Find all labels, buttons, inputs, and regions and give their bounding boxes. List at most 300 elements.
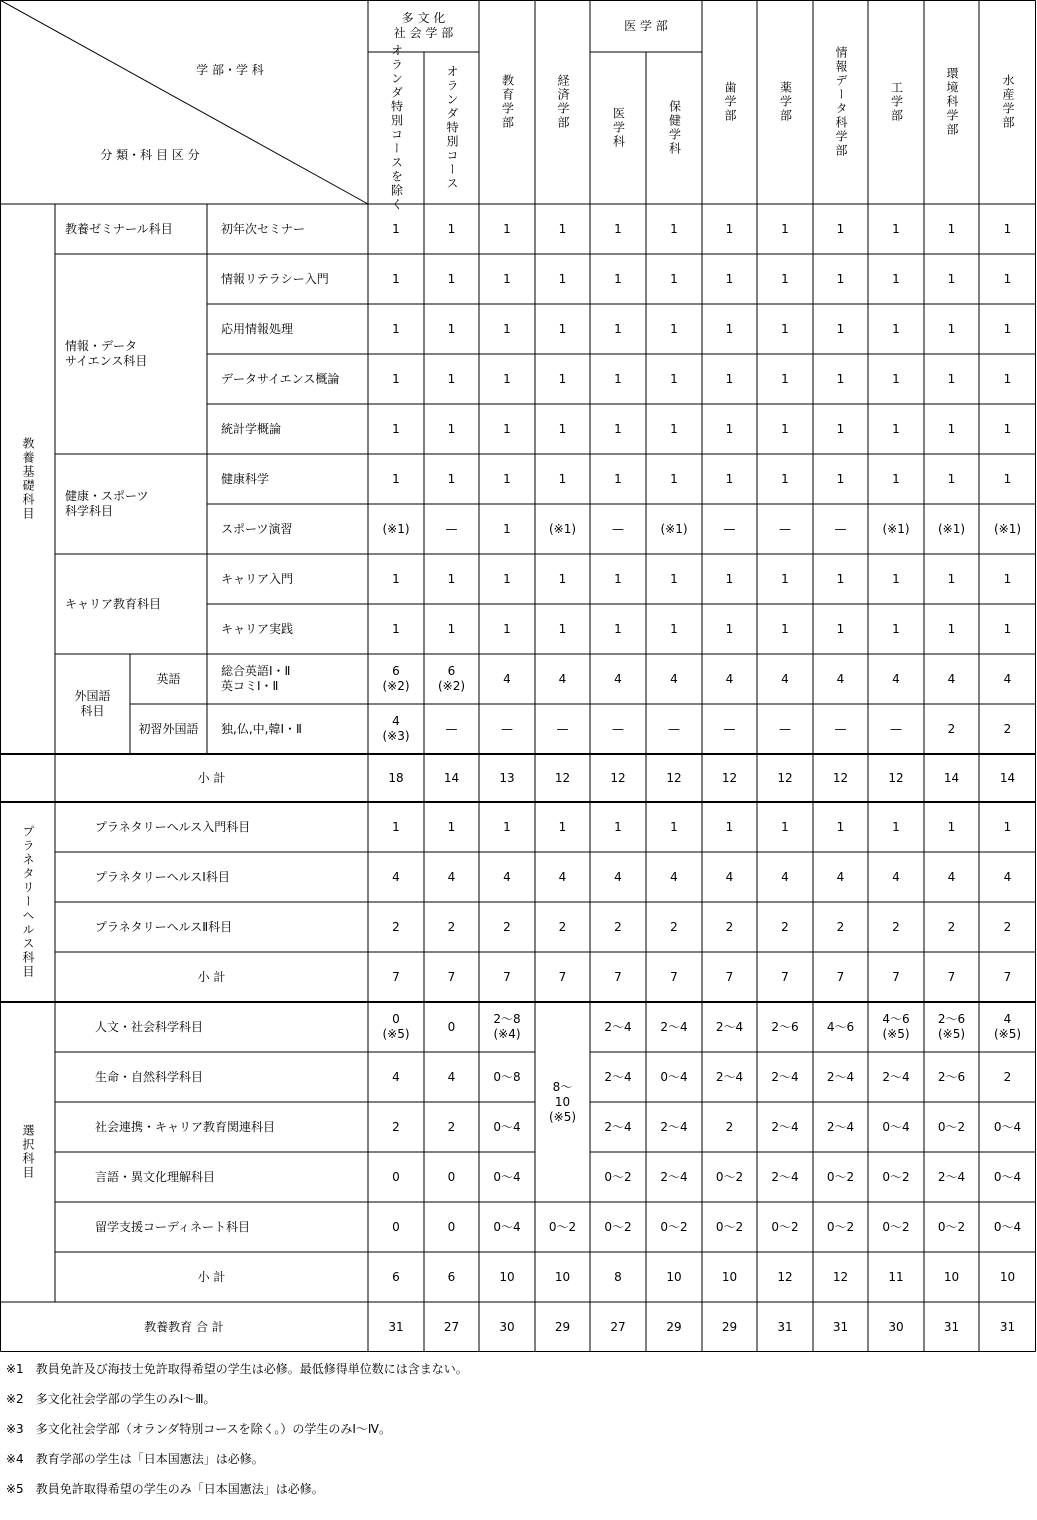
value-cell: 31 xyxy=(943,1319,960,1334)
value-cell: 1 xyxy=(392,621,400,636)
value-cell: 18 xyxy=(388,770,404,785)
value-cell: 2 xyxy=(781,919,789,934)
value-cell: 1 xyxy=(836,471,845,486)
value-cell: 1 xyxy=(725,371,734,386)
value-cell: 6 (※2) xyxy=(437,664,466,693)
value-cell: 2〜4 xyxy=(715,1019,744,1034)
value-cell: 2 xyxy=(1003,721,1012,736)
value-cell: 12 xyxy=(610,770,626,785)
value-cell: 4 xyxy=(614,671,622,686)
row-label: 小 計 xyxy=(197,1269,226,1284)
value-cell: 2〜4 xyxy=(660,1169,688,1184)
value-cell: 0 xyxy=(392,1169,400,1184)
value-cell: 4 (※3) xyxy=(382,714,410,743)
footnote-4: ※4 教育学部の学生は「日本国憲法」は必修。 xyxy=(6,1452,264,1466)
value-cell: 0〜4 xyxy=(993,1219,1022,1234)
value-cell: 1 xyxy=(892,421,900,436)
value-cell: 2〜8 (※4) xyxy=(493,1012,521,1041)
row-label: キャリア実践 xyxy=(221,621,294,636)
row-label: 留学支援コーディネート科目 xyxy=(95,1219,251,1234)
value-cell: 1 xyxy=(503,621,511,636)
value-cell: 1 xyxy=(1003,271,1012,286)
value-cell: 0〜2 xyxy=(715,1219,744,1234)
value-cell: — xyxy=(445,721,458,736)
value-cell: — xyxy=(612,521,624,536)
value-cell: 2〜4 xyxy=(660,1019,688,1034)
value-cell: 2〜4 xyxy=(882,1069,910,1084)
value-cell: 10 xyxy=(943,1269,960,1284)
column-header: 教育学部 xyxy=(500,74,515,130)
value-cell: 1 xyxy=(558,621,567,636)
value-cell: 1 xyxy=(558,271,567,286)
value-cell: 4 xyxy=(558,869,567,884)
value-cell: 2〜4 xyxy=(604,1019,632,1034)
value-cell: 1 xyxy=(725,471,734,486)
value-cell: 0 xyxy=(447,1019,456,1034)
value-cell: 1 xyxy=(614,421,622,436)
value-cell: 1 xyxy=(392,221,400,236)
value-cell: 1 xyxy=(1003,371,1012,386)
value-cell: 1 xyxy=(947,371,956,386)
value-cell: 1 xyxy=(836,271,845,286)
value-cell: 10 xyxy=(499,1269,515,1284)
value-cell: 4 xyxy=(670,869,678,884)
value-cell: 31 xyxy=(832,1319,849,1334)
value-cell: 1 xyxy=(892,471,900,486)
value-cell-keizai-merged: 8〜 10 (※5) xyxy=(548,1079,577,1124)
value-cell: 1 xyxy=(947,571,956,586)
value-cell: 0〜4 xyxy=(882,1119,910,1134)
value-cell: 1 xyxy=(836,321,845,336)
value-cell: 1 xyxy=(558,571,567,586)
value-cell: (※1) xyxy=(548,521,577,536)
value-cell: 1 xyxy=(892,819,900,834)
value-cell: 1 xyxy=(836,421,845,436)
row-label: 人文・社会科学科目 xyxy=(95,1019,204,1034)
section-label-sentaku: 選択科目 xyxy=(21,1124,35,1180)
value-cell: 27 xyxy=(610,1319,626,1334)
value-cell: 2〜4 xyxy=(771,1169,799,1184)
value-cell: 1 xyxy=(836,221,845,236)
value-cell: 4 xyxy=(947,671,956,686)
value-cell: 1 xyxy=(892,271,900,286)
value-cell: 6 xyxy=(447,1269,456,1284)
row-label: 生命・自然科学科目 xyxy=(95,1069,204,1084)
value-cell: 4〜6 (※5) xyxy=(882,1012,910,1041)
value-cell: 2〜4 xyxy=(771,1069,799,1084)
value-cell: 4 xyxy=(447,869,456,884)
value-cell: 4 xyxy=(1003,869,1012,884)
value-cell: 1 xyxy=(947,621,956,636)
row-label: プラネタリーヘルスⅡ科目 xyxy=(95,919,233,934)
row-label: 小 計 xyxy=(197,969,226,984)
value-cell: 2〜4 xyxy=(937,1169,966,1184)
header-group-tabunka: 多 文 化 社 会 学 部 xyxy=(393,11,454,40)
value-cell: 1 xyxy=(1003,321,1012,336)
value-cell: 1 xyxy=(1003,221,1012,236)
value-cell: 4 xyxy=(725,869,734,884)
value-cell: 12 xyxy=(888,770,904,785)
value-cell: 2〜4 xyxy=(660,1119,688,1134)
value-cell: 0〜4 xyxy=(493,1219,521,1234)
value-cell: 1 xyxy=(503,471,511,486)
value-cell: 0〜2 xyxy=(826,1169,855,1184)
column-header: 薬学部 xyxy=(778,81,793,123)
value-cell: 1 xyxy=(947,421,956,436)
value-cell: 2〜4 xyxy=(771,1119,799,1134)
value-cell: 10 xyxy=(666,1269,682,1284)
value-cell: 1 xyxy=(558,371,567,386)
value-cell: 1 xyxy=(947,819,956,834)
value-cell: 0 xyxy=(392,1219,400,1234)
value-cell: 1 xyxy=(892,221,900,236)
value-cell: 1 xyxy=(725,271,734,286)
value-cell: 1 xyxy=(836,371,845,386)
value-cell: 0〜8 xyxy=(493,1069,521,1084)
value-cell: 1 xyxy=(503,321,511,336)
value-cell: (※1) xyxy=(382,521,410,536)
value-cell: 1 xyxy=(392,471,400,486)
value-cell: 4 xyxy=(670,671,678,686)
value-cell: 2〜4 xyxy=(826,1119,855,1134)
row-label: 情報リテラシー入門 xyxy=(221,271,329,286)
value-cell: — xyxy=(779,521,791,536)
value-cell: 31 xyxy=(388,1319,404,1334)
value-cell: 1 xyxy=(725,571,734,586)
value-cell: 4〜6 xyxy=(826,1019,855,1034)
value-cell: 11 xyxy=(888,1269,904,1284)
value-cell: 4 xyxy=(892,671,900,686)
value-cell: 1 xyxy=(558,321,567,336)
value-cell: 1 xyxy=(947,321,956,336)
value-cell: 1 xyxy=(503,221,511,236)
value-cell: 4 xyxy=(947,869,956,884)
value-cell: — xyxy=(556,721,569,736)
value-cell: 1 xyxy=(447,321,456,336)
value-cell: 2 xyxy=(1003,919,1012,934)
column-header: 水産学部 xyxy=(1001,74,1015,130)
value-cell: 1 xyxy=(725,421,734,436)
value-cell: 7 xyxy=(725,969,734,984)
group-label-seminar: 教養ゼミナール科目 xyxy=(65,221,173,236)
value-cell: 1 xyxy=(1003,421,1012,436)
value-cell: 2 xyxy=(670,919,678,934)
row-label: プラネタリーヘルスⅠ科目 xyxy=(95,869,230,884)
value-cell: — xyxy=(445,521,458,536)
value-cell: — xyxy=(668,721,680,736)
column-header: 歯学部 xyxy=(723,81,737,123)
value-cell: 1 xyxy=(503,521,511,536)
value-cell: 2 xyxy=(447,919,456,934)
value-cell: 1 xyxy=(670,621,678,636)
value-cell: 12 xyxy=(777,770,793,785)
value-cell: 0〜4 xyxy=(993,1169,1022,1184)
value-cell: — xyxy=(834,521,847,536)
value-cell: 1 xyxy=(836,621,845,636)
value-cell: 1 xyxy=(781,421,789,436)
value-cell: 7 xyxy=(392,969,400,984)
value-cell: 29 xyxy=(721,1319,738,1334)
group-label-joho: 情報・データ サイエンス科目 xyxy=(65,339,148,368)
footnotes xyxy=(6,1360,1026,1510)
row-label: 言語・異文化理解科目 xyxy=(95,1169,216,1184)
value-cell: — xyxy=(834,721,847,736)
value-cell: 2〜4 xyxy=(604,1069,632,1084)
value-cell: 1 xyxy=(892,371,900,386)
value-cell: 1 xyxy=(447,819,456,834)
value-cell: (※1) xyxy=(660,521,688,536)
value-cell: 7 xyxy=(614,969,622,984)
value-cell: 1 xyxy=(781,471,789,486)
value-cell: 12 xyxy=(721,770,738,785)
value-cell: 12 xyxy=(554,770,571,785)
value-cell: 1 xyxy=(670,421,678,436)
value-cell: 1 xyxy=(892,621,900,636)
value-cell: 1 xyxy=(447,271,456,286)
column-header: 情報データ科学部 xyxy=(834,46,848,158)
value-cell: (※1) xyxy=(993,521,1022,536)
value-cell: 12 xyxy=(777,1269,793,1284)
value-cell: 1 xyxy=(781,571,789,586)
value-cell: 1 xyxy=(670,321,678,336)
value-cell: 1 xyxy=(392,819,400,834)
value-cell: 2 xyxy=(614,919,622,934)
value-cell: 1 xyxy=(670,819,678,834)
value-cell: 0〜2 xyxy=(604,1219,632,1234)
value-cell: 1 xyxy=(670,221,678,236)
value-cell: 2 xyxy=(836,919,845,934)
row-label: 小 計 xyxy=(197,770,226,785)
value-cell: 0〜2 xyxy=(548,1219,577,1234)
value-cell: 0 xyxy=(447,1219,456,1234)
value-cell: 14 xyxy=(943,770,960,785)
row-label: 健康科学 xyxy=(221,471,270,486)
value-cell: 10 xyxy=(554,1269,571,1284)
footnote-2: ※2 多文化社会学部の学生のみⅠ〜Ⅲ。 xyxy=(6,1392,216,1406)
value-cell: 1 xyxy=(392,571,400,586)
value-cell: 1 xyxy=(614,221,622,236)
value-cell: 1 xyxy=(670,571,678,586)
value-cell: — xyxy=(612,721,624,736)
row-label: 独,仏,中,韓Ⅰ・Ⅱ xyxy=(221,721,302,736)
group-label-shoshu: 初習外国語 xyxy=(138,721,199,736)
value-cell: 6 xyxy=(392,1269,400,1284)
value-cell: 7 xyxy=(558,969,567,984)
value-cell: 1 xyxy=(614,321,622,336)
value-cell: 7 xyxy=(781,969,789,984)
column-header: 保健学科 xyxy=(667,100,682,156)
row-label: プラネタリーヘルス入門科目 xyxy=(95,819,251,834)
value-cell: 2 xyxy=(503,919,511,934)
value-cell: 1 xyxy=(614,471,622,486)
value-cell: 30 xyxy=(888,1319,904,1334)
value-cell: — xyxy=(723,721,736,736)
row-label: 総合英語Ⅰ・Ⅱ 英コミⅠ・Ⅱ xyxy=(221,664,291,693)
section-label-planetary: プラネタリーヘルス科目 xyxy=(21,825,35,979)
value-cell: 1 xyxy=(1003,621,1012,636)
value-cell: 14 xyxy=(999,770,1016,785)
value-cell: 1 xyxy=(558,471,567,486)
value-cell: 1 xyxy=(670,371,678,386)
value-cell: 1 xyxy=(447,371,456,386)
value-cell: 7 xyxy=(947,969,956,984)
value-cell: 10 xyxy=(999,1269,1016,1284)
value-cell: 1 xyxy=(558,819,567,834)
value-cell: 2 xyxy=(392,1119,400,1134)
value-cell: 0 xyxy=(447,1169,456,1184)
value-cell: 1 xyxy=(392,271,400,286)
value-cell: 1 xyxy=(725,321,734,336)
value-cell: 2〜4 xyxy=(604,1119,632,1134)
value-cell: 0〜2 xyxy=(882,1219,910,1234)
value-cell: 29 xyxy=(666,1319,682,1334)
value-cell: 4 xyxy=(447,1069,456,1084)
value-cell: 30 xyxy=(499,1319,515,1334)
value-cell: 2 xyxy=(1003,1069,1012,1084)
value-cell: 0〜2 xyxy=(826,1219,855,1234)
value-cell: 2〜4 xyxy=(715,1069,744,1084)
group-label-eigo: 英語 xyxy=(156,671,181,686)
row-label: 統計学概論 xyxy=(221,421,282,436)
value-cell: 31 xyxy=(777,1319,793,1334)
value-cell: 2 xyxy=(558,919,567,934)
value-cell: 6 (※2) xyxy=(382,664,410,693)
value-cell: 4 xyxy=(392,1069,400,1084)
value-cell: 1 xyxy=(781,621,789,636)
value-cell: 2 xyxy=(725,919,734,934)
value-cell: (※1) xyxy=(937,521,966,536)
value-cell: 2 xyxy=(392,919,400,934)
value-cell: 1 xyxy=(725,621,734,636)
column-header: 環境科学部 xyxy=(945,67,959,137)
value-cell: 1 xyxy=(781,321,789,336)
value-cell: (※1) xyxy=(882,521,910,536)
value-cell: 0〜2 xyxy=(604,1169,632,1184)
value-cell: 1 xyxy=(836,819,845,834)
value-cell: 2 xyxy=(892,919,900,934)
value-cell: 7 xyxy=(892,969,900,984)
footnote-1: ※1 教員免許及び海技士免許取得希望の学生は必修。最低修得単位数には含まない。 xyxy=(6,1362,468,1376)
corner-bottom-label: 分 類・科 目 区 分 xyxy=(100,147,200,162)
value-cell: 0〜4 xyxy=(493,1169,521,1184)
value-cell: 4 xyxy=(558,671,567,686)
value-cell: 27 xyxy=(443,1319,460,1334)
value-cell: 4 xyxy=(503,869,511,884)
row-label: 応用情報処理 xyxy=(221,321,294,336)
value-cell: 2〜6 (※5) xyxy=(937,1012,966,1041)
corner-diagonal xyxy=(0,0,368,204)
value-cell: 4 xyxy=(392,869,400,884)
value-cell: 2 xyxy=(725,1119,734,1134)
value-cell: 1 xyxy=(447,571,456,586)
value-cell: 1 xyxy=(447,221,456,236)
value-cell: 1 xyxy=(503,421,511,436)
value-cell: 1 xyxy=(781,221,789,236)
value-cell: 8 xyxy=(614,1269,622,1284)
column-header: オランダ特別コースを除く xyxy=(389,44,404,212)
value-cell: 1 xyxy=(558,221,567,236)
column-header: 経済学部 xyxy=(556,74,570,130)
value-cell: 1 xyxy=(614,371,622,386)
value-cell: 1 xyxy=(447,621,456,636)
value-cell: — xyxy=(779,721,791,736)
value-cell: 7 xyxy=(670,969,678,984)
value-cell: 1 xyxy=(503,819,511,834)
value-cell: 29 xyxy=(554,1319,571,1334)
value-cell: 1 xyxy=(503,571,511,586)
value-cell: 1 xyxy=(725,819,734,834)
value-cell: 4 xyxy=(781,869,789,884)
value-cell: 2〜4 xyxy=(826,1069,855,1084)
column-header: 工学部 xyxy=(889,81,904,123)
value-cell: 1 xyxy=(892,321,900,336)
value-cell: 2〜6 xyxy=(937,1069,966,1084)
value-cell: 1 xyxy=(614,621,622,636)
value-cell: 1 xyxy=(614,271,622,286)
value-cell: 1 xyxy=(1003,819,1012,834)
group-label-career: キャリア教育科目 xyxy=(65,596,162,611)
row-label: スポーツ演習 xyxy=(221,521,293,536)
value-cell: 1 xyxy=(947,221,956,236)
footnote-5: ※5 教員免許取得希望の学生のみ「日本国憲法」は必修。 xyxy=(6,1482,324,1496)
header-group-igaku: 医 学 部 xyxy=(624,18,668,33)
value-cell: 0〜2 xyxy=(660,1219,688,1234)
value-cell: — xyxy=(723,521,736,536)
value-cell: 1 xyxy=(558,421,567,436)
value-cell: 1 xyxy=(947,271,956,286)
value-cell: 2 xyxy=(947,721,956,736)
value-cell: 1 xyxy=(947,471,956,486)
value-cell: 0〜2 xyxy=(771,1219,799,1234)
value-cell: 4 xyxy=(1003,671,1012,686)
value-cell: 0 (※5) xyxy=(382,1012,410,1041)
value-cell: 12 xyxy=(832,1269,849,1284)
value-cell: 4 xyxy=(503,671,511,686)
value-cell: 1 xyxy=(725,221,734,236)
value-cell: 0〜2 xyxy=(937,1219,966,1234)
row-label: キャリア入門 xyxy=(221,571,294,586)
value-cell: 0〜2 xyxy=(715,1169,744,1184)
value-cell: 7 xyxy=(1003,969,1012,984)
value-cell: 1 xyxy=(670,471,678,486)
value-cell: 1 xyxy=(503,271,511,286)
column-header: オランダ特別コース xyxy=(445,65,459,191)
value-cell: 4 xyxy=(836,869,845,884)
value-cell: 1 xyxy=(836,571,845,586)
value-cell: 1 xyxy=(614,571,622,586)
value-cell: 4 xyxy=(781,671,789,686)
column-header: 医学科 xyxy=(611,107,626,149)
value-cell: 1 xyxy=(781,371,789,386)
value-cell: 1 xyxy=(1003,571,1012,586)
section-label-kyoyo: 教養基礎科目 xyxy=(21,437,35,521)
value-cell: 4 xyxy=(836,671,845,686)
value-cell: 14 xyxy=(443,770,460,785)
corner-top-label: 学 部・学 科 xyxy=(196,62,264,77)
value-cell: 4 xyxy=(892,869,900,884)
value-cell: 1 xyxy=(670,271,678,286)
row-label: データサイエンス概論 xyxy=(221,371,340,386)
row-label: 教養教育 合 計 xyxy=(144,1319,224,1334)
value-cell: 0〜2 xyxy=(882,1169,910,1184)
value-cell: 1 xyxy=(392,421,400,436)
value-cell: 10 xyxy=(721,1269,738,1284)
value-cell: 0〜2 xyxy=(937,1119,966,1134)
value-cell: 12 xyxy=(666,770,682,785)
value-cell: 1 xyxy=(781,819,789,834)
value-cell: 1 xyxy=(392,371,400,386)
value-cell: 0〜4 xyxy=(493,1119,521,1134)
